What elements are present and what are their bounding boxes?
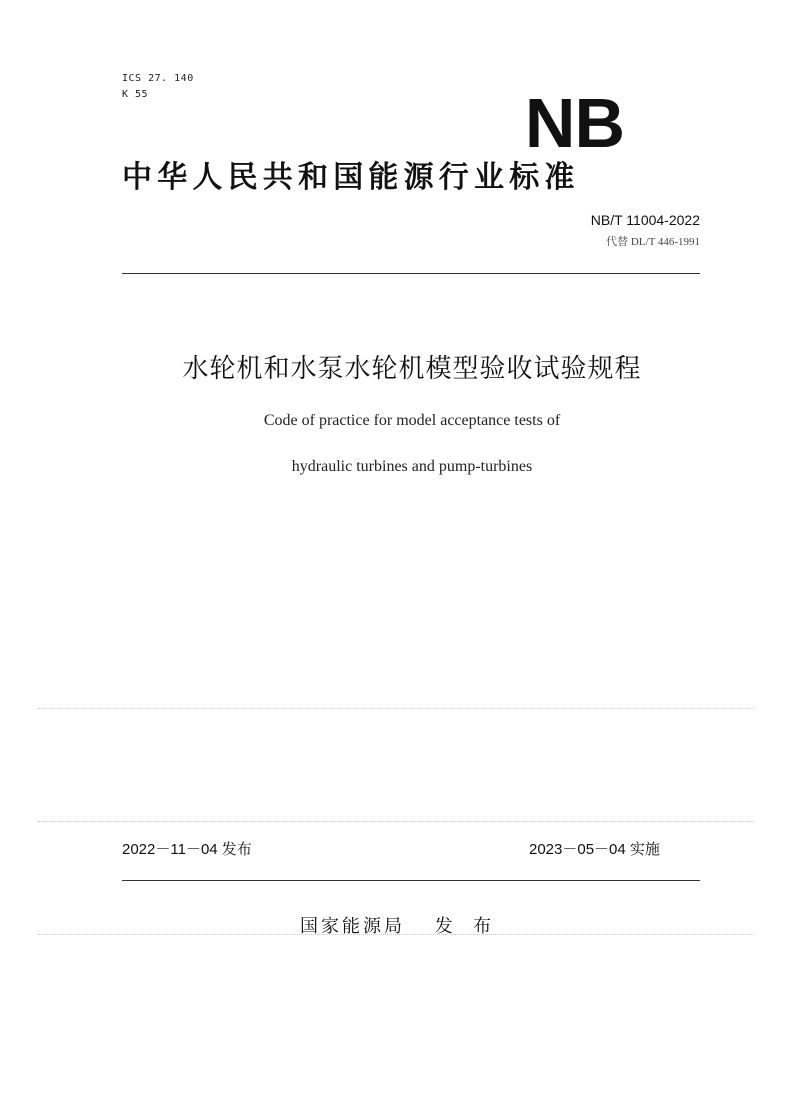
footer-rule [122, 880, 700, 881]
dotted-divider [38, 708, 754, 709]
document-title-english-line2: hydraulic turbines and pump-turbines [291, 458, 533, 475]
issuing-authority: 国家能源局 发 布 [300, 916, 495, 937]
header-rule [122, 273, 700, 274]
issue-date: 2022－11－04 发布 [122, 841, 252, 858]
ics-code: ICS 27. 140 [122, 73, 194, 84]
document-title-english-line1: Code of practice for model acceptance tests of [263, 412, 561, 429]
standard-number: NB/T 11004-2022 [590, 212, 700, 228]
document-title-chinese: 水轮机和水泵水轮机模型验收试验规程 [182, 354, 642, 384]
dotted-divider [38, 821, 754, 822]
standard-banner: 中华人民共和国能源行业标准 [122, 160, 580, 195]
nb-logo: NB [524, 84, 624, 162]
implementation-date: 2023－05－04 实施 [529, 841, 660, 858]
dotted-divider [38, 934, 754, 935]
classification-code: K 55 [122, 89, 149, 100]
replaces-standard: 代替 DL/T 446-1991 [606, 236, 700, 248]
